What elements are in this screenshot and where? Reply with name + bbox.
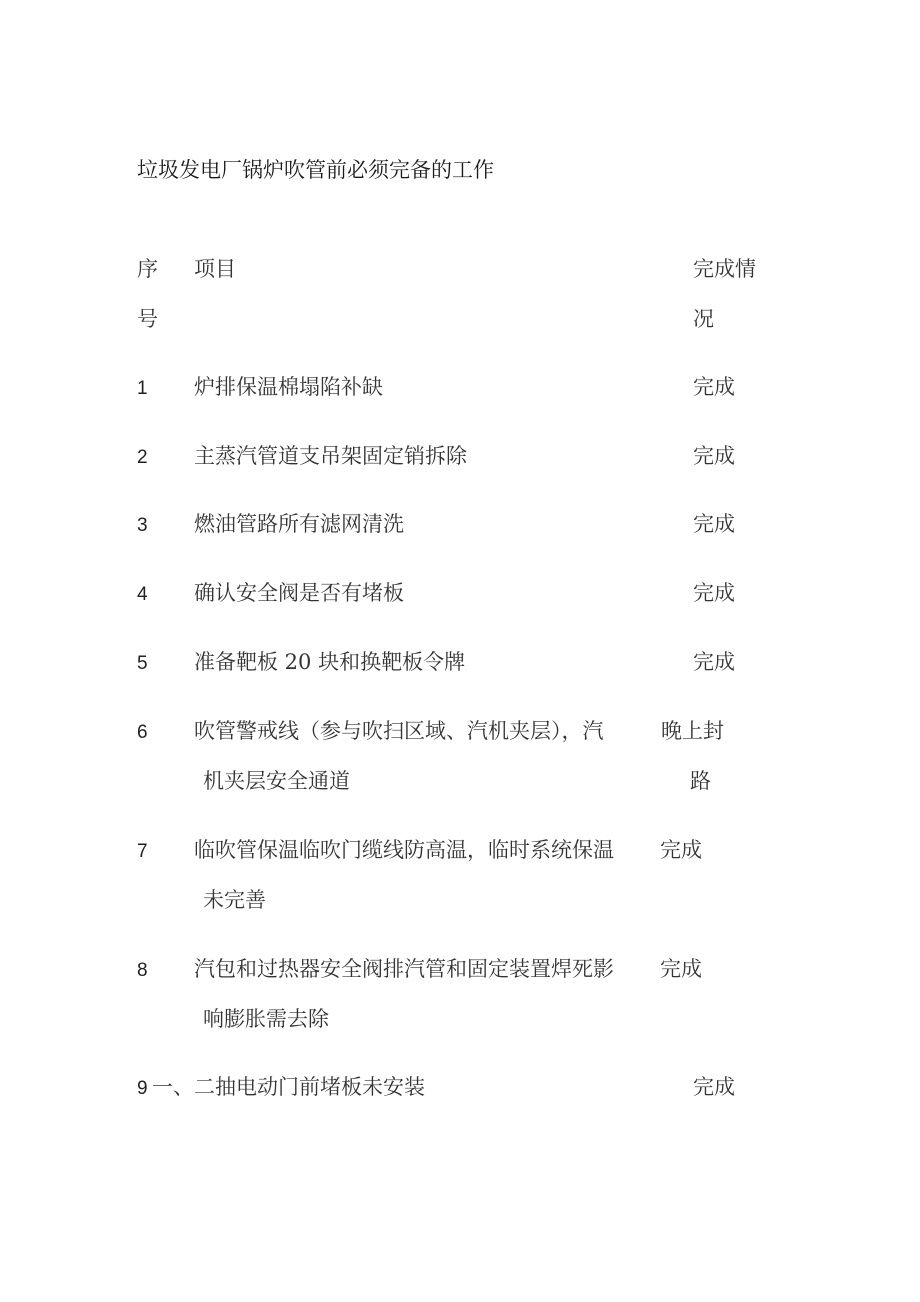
row-seq: 5 [137, 653, 148, 674]
document-title: 垃圾发电厂锅炉吹管前必须完备的工作 [137, 158, 494, 182]
row-status: 完成 [693, 581, 735, 605]
row-item-line1: 吹管警戒线（参与吹扫区域、汽机夹层），汽 [194, 719, 604, 743]
row-seq: 4 [137, 584, 148, 605]
row-seq: 9 [137, 1078, 148, 1099]
row-item: 一、二抽电动门前堵板未安装 [152, 1075, 425, 1099]
header-item: 项目 [194, 257, 236, 281]
row-status: 完成 [693, 444, 735, 468]
row-status: 完成 [660, 957, 702, 981]
header-status-line1: 完成情 [693, 257, 756, 281]
row-seq: 1 [137, 378, 148, 399]
row-item-line1: 汽包和过热器安全阀排汽管和固定装置焊死影 [194, 957, 614, 981]
row-status: 完成 [693, 512, 735, 536]
row-status-line2: 路 [690, 769, 711, 793]
row-item-line2: 未完善 [203, 888, 266, 912]
row-seq: 7 [137, 841, 148, 862]
row-seq: 2 [137, 447, 148, 468]
header-status-line2: 况 [693, 307, 714, 331]
row-status: 完成 [693, 1075, 735, 1099]
row-status: 完成 [660, 838, 702, 862]
row-item: 主蒸汽管道支吊架固定销拆除 [194, 444, 467, 468]
row-item-line2: 响膨胀需去除 [203, 1007, 329, 1031]
row-seq: 6 [137, 722, 148, 743]
row-status: 完成 [693, 375, 735, 399]
row-item: 燃油管路所有滤网清洗 [194, 512, 404, 536]
header-seq-line1: 序 [137, 257, 158, 281]
row-item-line1: 临吹管保温临吹门缆线防高温，临时系统保温 [194, 838, 614, 862]
row-item: 准备靶板 20 块和换靶板令牌 [194, 650, 466, 674]
row-seq: 3 [137, 515, 148, 536]
row-item-line2: 机夹层安全通道 [203, 769, 350, 793]
row-seq: 8 [137, 960, 148, 981]
row-status: 完成 [693, 650, 735, 674]
row-item: 确认安全阀是否有堵板 [194, 581, 404, 605]
header-seq-line2: 号 [137, 307, 158, 331]
row-status-line1: 晚上封 [661, 719, 724, 743]
row-item: 炉排保温棉塌陷补缺 [194, 375, 383, 399]
